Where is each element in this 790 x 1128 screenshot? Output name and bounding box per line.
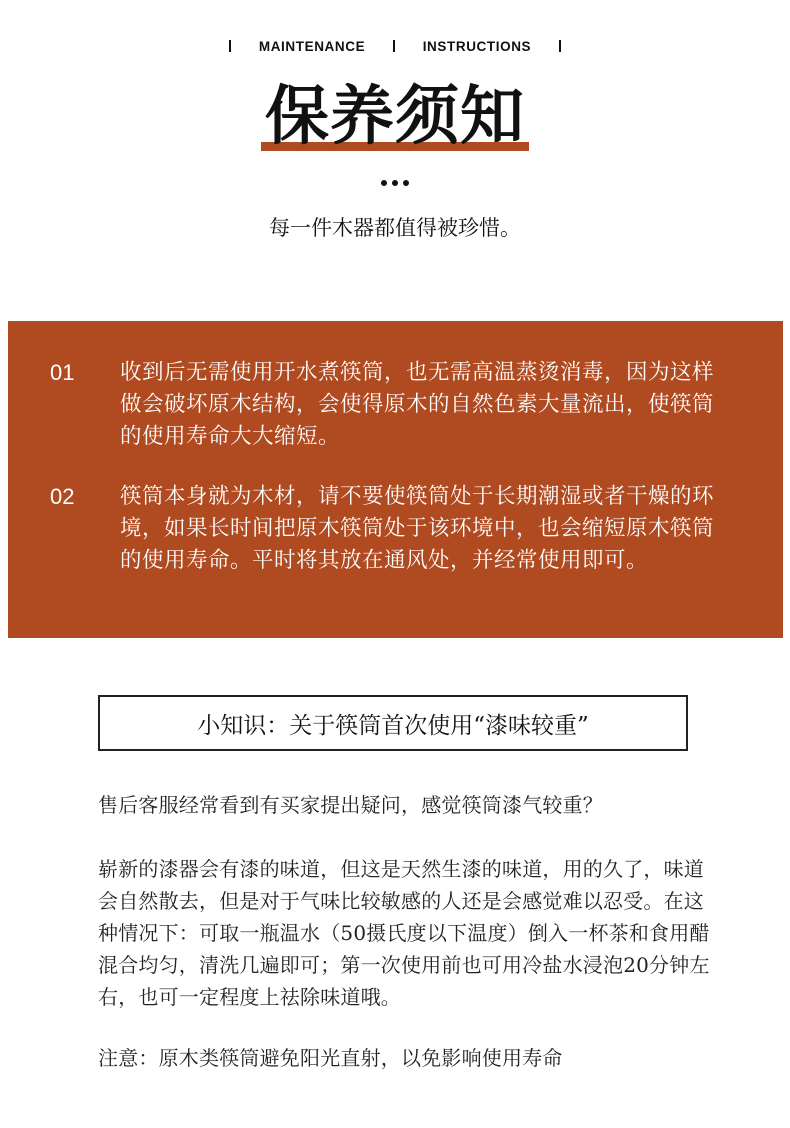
item-text: 收到后无需使用开水煮筷筒，也无需高温蒸烫消毒，因为这样做会破坏原木结构，会使得原木的自然色素大量流出，使筷筒的使用寿命大大缩短。	[120, 360, 715, 449]
paragraph-answer: 崭新的漆器会有漆的味道，但这是天然生漆的味道，用的久了，味道会自然散去，但是对于气味比较敏感的人还是会感觉难以忍受。在这种情况下：可取一瓶温水（50摄氏度以下温度）倒入一杯茶和食用醋混合均匀，清洗几遍即可；第一次使用前也可用冷盐水浸泡20分钟左右，也可一定程度上祛除味道哦。	[98, 857, 710, 1009]
paragraph-note: 注意：原木类筷筒避免阳光直射，以免影响使用寿命	[98, 1046, 563, 1070]
subtitle: 每一件木器都值得被珍惜。	[269, 216, 521, 240]
page-title-text: 保养须知	[265, 80, 525, 154]
dot	[392, 180, 398, 186]
dot	[381, 180, 387, 186]
dot	[403, 180, 409, 186]
item-number: 02	[50, 484, 75, 509]
decorative-dots	[0, 180, 790, 186]
instructions-panel	[8, 321, 783, 638]
item-number: 01	[50, 360, 75, 385]
paragraph-question: 售后客服经常看到有买家提出疑问，感觉筷筒漆气较重？	[98, 793, 603, 817]
nav-maintenance: MAINTENANCE	[258, 38, 366, 54]
nav-divider	[559, 40, 561, 52]
nav-divider	[393, 40, 395, 52]
nav-divider	[229, 40, 231, 52]
top-nav	[0, 36, 790, 56]
item-text: 筷筒本身就为木材，请不要使筷筒处于长期潮湿或者干燥的环境，如果长时间把原木筷筒处于该环境中，也会缩短原木筷筒的使用寿命。平时将其放在通风处，并经常使用即可。	[120, 484, 715, 573]
nav-instructions: INSTRUCTIONS	[422, 38, 532, 54]
tip-heading-box: 小知识：关于筷筒首次使用“漆味较重”	[98, 695, 688, 751]
page-title	[263, 82, 527, 152]
title-block	[0, 82, 790, 152]
